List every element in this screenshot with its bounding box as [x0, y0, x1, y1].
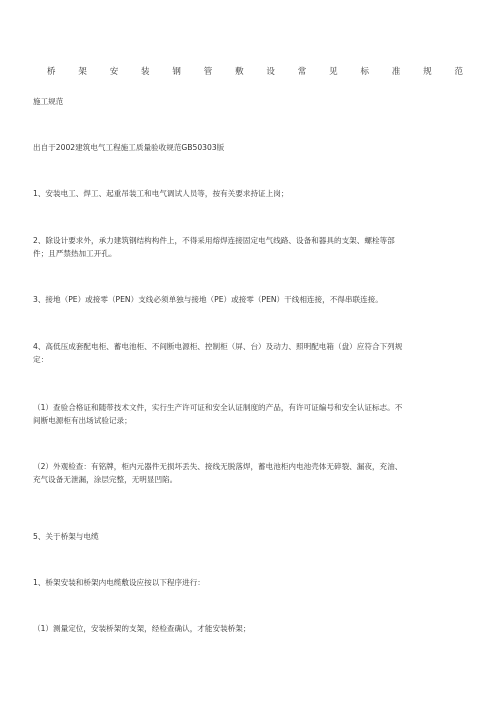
title-char: 设	[266, 67, 275, 77]
item-2	[33, 234, 463, 260]
title-char: 桥	[47, 67, 56, 77]
title-char: 范	[454, 67, 463, 77]
title-char: 敷	[235, 67, 244, 77]
title-char: 准	[391, 67, 401, 77]
title-char: 标	[360, 67, 369, 77]
item-2-line-1: 2、除设计要求外，承力建筑钢结构构件上，不得采用熔焊连接固定电气线路、设备和器具的支架、螺栓等部	[33, 236, 395, 245]
item-2-line-2: 件；且严禁热加工开孔。	[33, 249, 117, 258]
item-3: 3、接地（PE）或接零（PEN）支线必须单独与接地（PE）或接零（PEN）干线相连接，不得串联连接。	[33, 295, 383, 304]
item-4-line-1: 4、高低压成套配电柜、蓄电池柜、不间断电源柜、控制柜（屏、台）及动力、照明配电箱（盘）应符合下列规	[33, 342, 403, 351]
title-char: 钢	[172, 67, 181, 77]
item-4-sub-1-line-1: （1）查验合格证和随带技术文件，实行生产许可证和安全认证制度的产品，有许可证编号和安全认证标志。不	[33, 403, 403, 412]
item-4-sub-1	[33, 401, 463, 427]
item-4	[33, 340, 463, 366]
document-title	[47, 66, 463, 78]
title-char: 架	[78, 67, 87, 77]
title-char: 规	[423, 67, 432, 77]
title-char: 安	[109, 67, 119, 77]
item-4-sub-2-line-1: （2）外观检查：有铭牌，柜内元器件无损坏丢失、接线无脱落焊，蓄电池柜内电池壳体无碎裂、漏夜，充油、	[33, 462, 403, 471]
section-5-item-1-step-1: （1）测量定位，安装桥架的支架，经检查确认，才能安装桥架；	[33, 624, 251, 633]
item-4-sub-2-line-2: 充气设备无泄漏，涂层完整，无明显凹陷。	[33, 475, 178, 484]
source-note: 出自于2002建筑电气工程施工质量验收规范GB50303版	[33, 143, 225, 152]
item-4-line-2: 定：	[33, 355, 49, 364]
section-5-item-1: 1、桥架安装和桥架内电缆敷设应按以下程序进行：	[33, 578, 205, 587]
title-char: 常	[297, 67, 307, 77]
item-1: 1、安装电工、焊工、起重吊装工和电气调试人员等，按有关要求持证上岗；	[33, 189, 289, 198]
title-char: 见	[329, 67, 338, 77]
title-char: 管	[203, 67, 213, 77]
subtitle: 施工规范	[33, 97, 64, 106]
title-char: 装	[141, 67, 150, 77]
item-4-sub-1-line-2: 间断电源柜有出场试验记录；	[33, 416, 132, 425]
item-4-sub-2	[33, 460, 463, 486]
section-5-heading: 5、关于桥架与电缆	[33, 532, 99, 541]
